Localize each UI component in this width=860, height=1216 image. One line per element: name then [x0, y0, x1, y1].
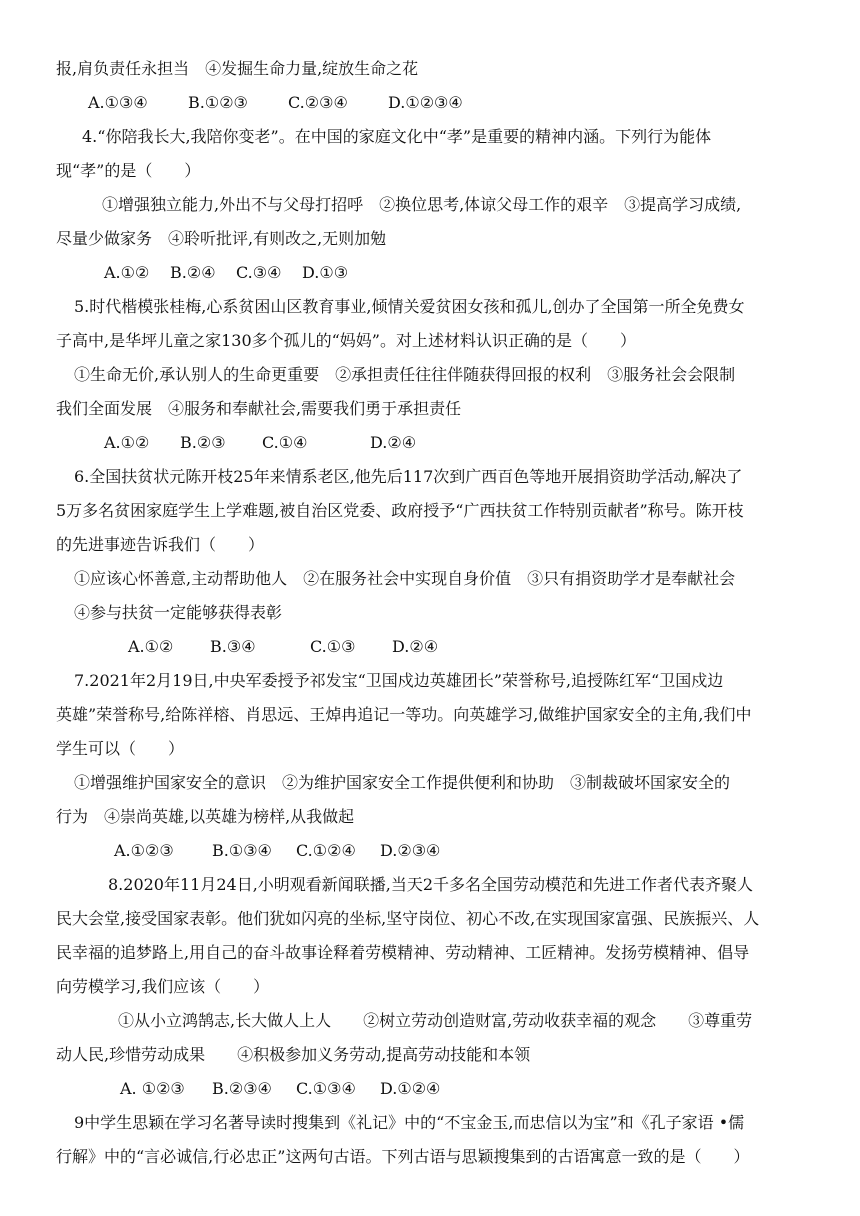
q5-choices-line-2: 我们全面发展 ④服务和奉献社会,需要我们勇于承担责任: [56, 399, 462, 418]
q5-stem-line-1: 5.时代楷模张桂梅,心系贫困山区教育事业,倾情关爱贫困女孩和孤儿,创办了全国第一所全免费女: [74, 297, 745, 316]
q8-stem-line-2: 民大会堂,接受国家表彰。他们犹如闪亮的坐标,坚守岗位、初心不改,在实现国家富强、民族振兴、人: [56, 909, 760, 928]
q7-option-a: A.①②③: [114, 841, 174, 860]
q8-option-b: B.②③④: [212, 1079, 272, 1098]
q3-option-a: A.①③④: [88, 93, 148, 112]
q6-option-c: C.①③: [310, 637, 356, 656]
q7-option-d: D.②③④: [380, 841, 441, 860]
q7-choices-line-1: ①增强维护国家安全的意识 ②为维护国家安全工作提供便利和协助 ③制裁破坏国家安全的: [74, 773, 731, 792]
q7-option-c: C.①②④: [296, 841, 356, 860]
q3-option-c: C.②③④: [288, 93, 348, 112]
q3-option-b: B.①②③: [188, 93, 248, 112]
q4-stem-line-2: 现“孝”的是（ ）: [56, 161, 201, 180]
q4-option-b: B.②④: [170, 263, 216, 282]
q6-choices-line-2: ④参与扶贫一定能够获得表彰: [74, 603, 283, 622]
q6-stem-line-2: 5万多名贫困家庭学生上学难题,被自治区党委、政府授予“广西扶贫工作特别贡献者”称号。陈开枝: [56, 501, 744, 520]
q8-option-a: A. ①②③: [120, 1079, 185, 1098]
q7-stem-line-1: 7.2021年2月19日,中央军委授予祁发宝“卫国戍边英雄团长”荣誉称号,追授陈红军“卫国戍边: [74, 671, 724, 690]
q8-stem-line-1: 8.2020年11月24日,小明观看新闻联播,当天2千多名全国劳动模范和先进工作者代表齐聚人: [108, 875, 754, 894]
q4-option-d: D.①③: [302, 263, 349, 282]
q6-option-d: D.②④: [392, 637, 439, 656]
q7-choices-line-2: 行为 ④崇尚英雄,以英雄为榜样,从我做起: [56, 807, 355, 826]
q5-stem-line-2: 子高中,是华坪儿童之家130多个孤儿的“妈妈”。对上述材料认识正确的是（ ）: [56, 331, 636, 350]
q7-stem-line-2: 英雄”荣誉称号,给陈祥榕、肖思远、王焯冉追记一等功。向英雄学习,做维护国家安全的主角,我们中: [56, 705, 752, 724]
q6-stem-line-3: 的先进事迹告诉我们（ ）: [56, 535, 265, 554]
q6-choices-line-1: ①应该心怀善意,主动帮助他人 ②在服务社会中实现自身价值 ③只有捐资助学才是奉献社会: [74, 569, 736, 588]
q6-stem-line-1: 6.全国扶贫状元陈开枝25年来情系老区,他先后117次到广西百色等地开展捐资助学活动,解决了: [74, 467, 743, 486]
q8-option-d: D.①②④: [380, 1079, 441, 1098]
q5-option-a: A.①②: [104, 433, 150, 452]
q8-choices-line-2: 动人民,珍惜劳动成果 ④积极参加义务劳动,提高劳动技能和本领: [56, 1045, 531, 1064]
q4-option-a: A.①②: [104, 263, 150, 282]
q4-choices-line-1: ①增强独立能力,外出不与父母打招呼 ②换位思考,体谅父母工作的艰辛 ③提高学习成绩,: [102, 195, 742, 214]
q3-option-d: D.①②③④: [388, 93, 463, 112]
q6-option-b: B.③④: [210, 637, 256, 656]
q4-option-c: C.③④: [236, 263, 282, 282]
q8-option-c: C.①③④: [296, 1079, 356, 1098]
q7-option-b: B.①③④: [212, 841, 272, 860]
q5-option-d: D.②④: [370, 433, 417, 452]
q8-choices-line-1: ①从小立鸿鹄志,长大做人上人 ②树立劳动创造财富,劳动收获幸福的观念 ③尊重劳: [118, 1011, 753, 1030]
q5-choices-line-1: ①生命无价,承认别人的生命更重要 ②承担责任往往伴随获得回报的权利 ③服务社会会限制: [74, 365, 736, 384]
q5-option-b: B.②③: [180, 433, 226, 452]
q7-stem-line-3: 学生可以（ ）: [56, 739, 185, 758]
q8-stem-line-3: 民幸福的追梦路上,用自己的奋斗故事诠释着劳模精神、劳动精神、工匠精神。发扬劳模精神、倡导: [56, 943, 750, 962]
q5-option-c: C.①④: [262, 433, 308, 452]
q4-choices-line-2: 尽量少做家务 ④聆听批评,有则改之,无则加勉: [56, 229, 387, 248]
q3-text-line: 报,肩负责任永担当 ④发掘生命力量,绽放生命之花: [56, 59, 419, 78]
q4-stem-line-1: 4.“你陪我长大,我陪你变老”。在中国的家庭文化中“孝”是重要的精神内涵。下列行为能体: [82, 127, 712, 146]
q8-stem-line-4: 向劳模学习,我们应该（ ）: [56, 977, 270, 996]
q9-stem-line-2: 行解》中的“言必诚信,行必忠正”这两句古语。下列古语与思颖搜集到的古语寓意一致的是（ ）: [56, 1147, 750, 1166]
q9-stem-line-1: 9中学生思颖在学习名著导读时搜集到《礼记》中的“不宝金玉,而忠信以为宝”和《孔子家语 •儒: [74, 1113, 745, 1132]
q6-option-a: A.①②: [128, 637, 174, 656]
